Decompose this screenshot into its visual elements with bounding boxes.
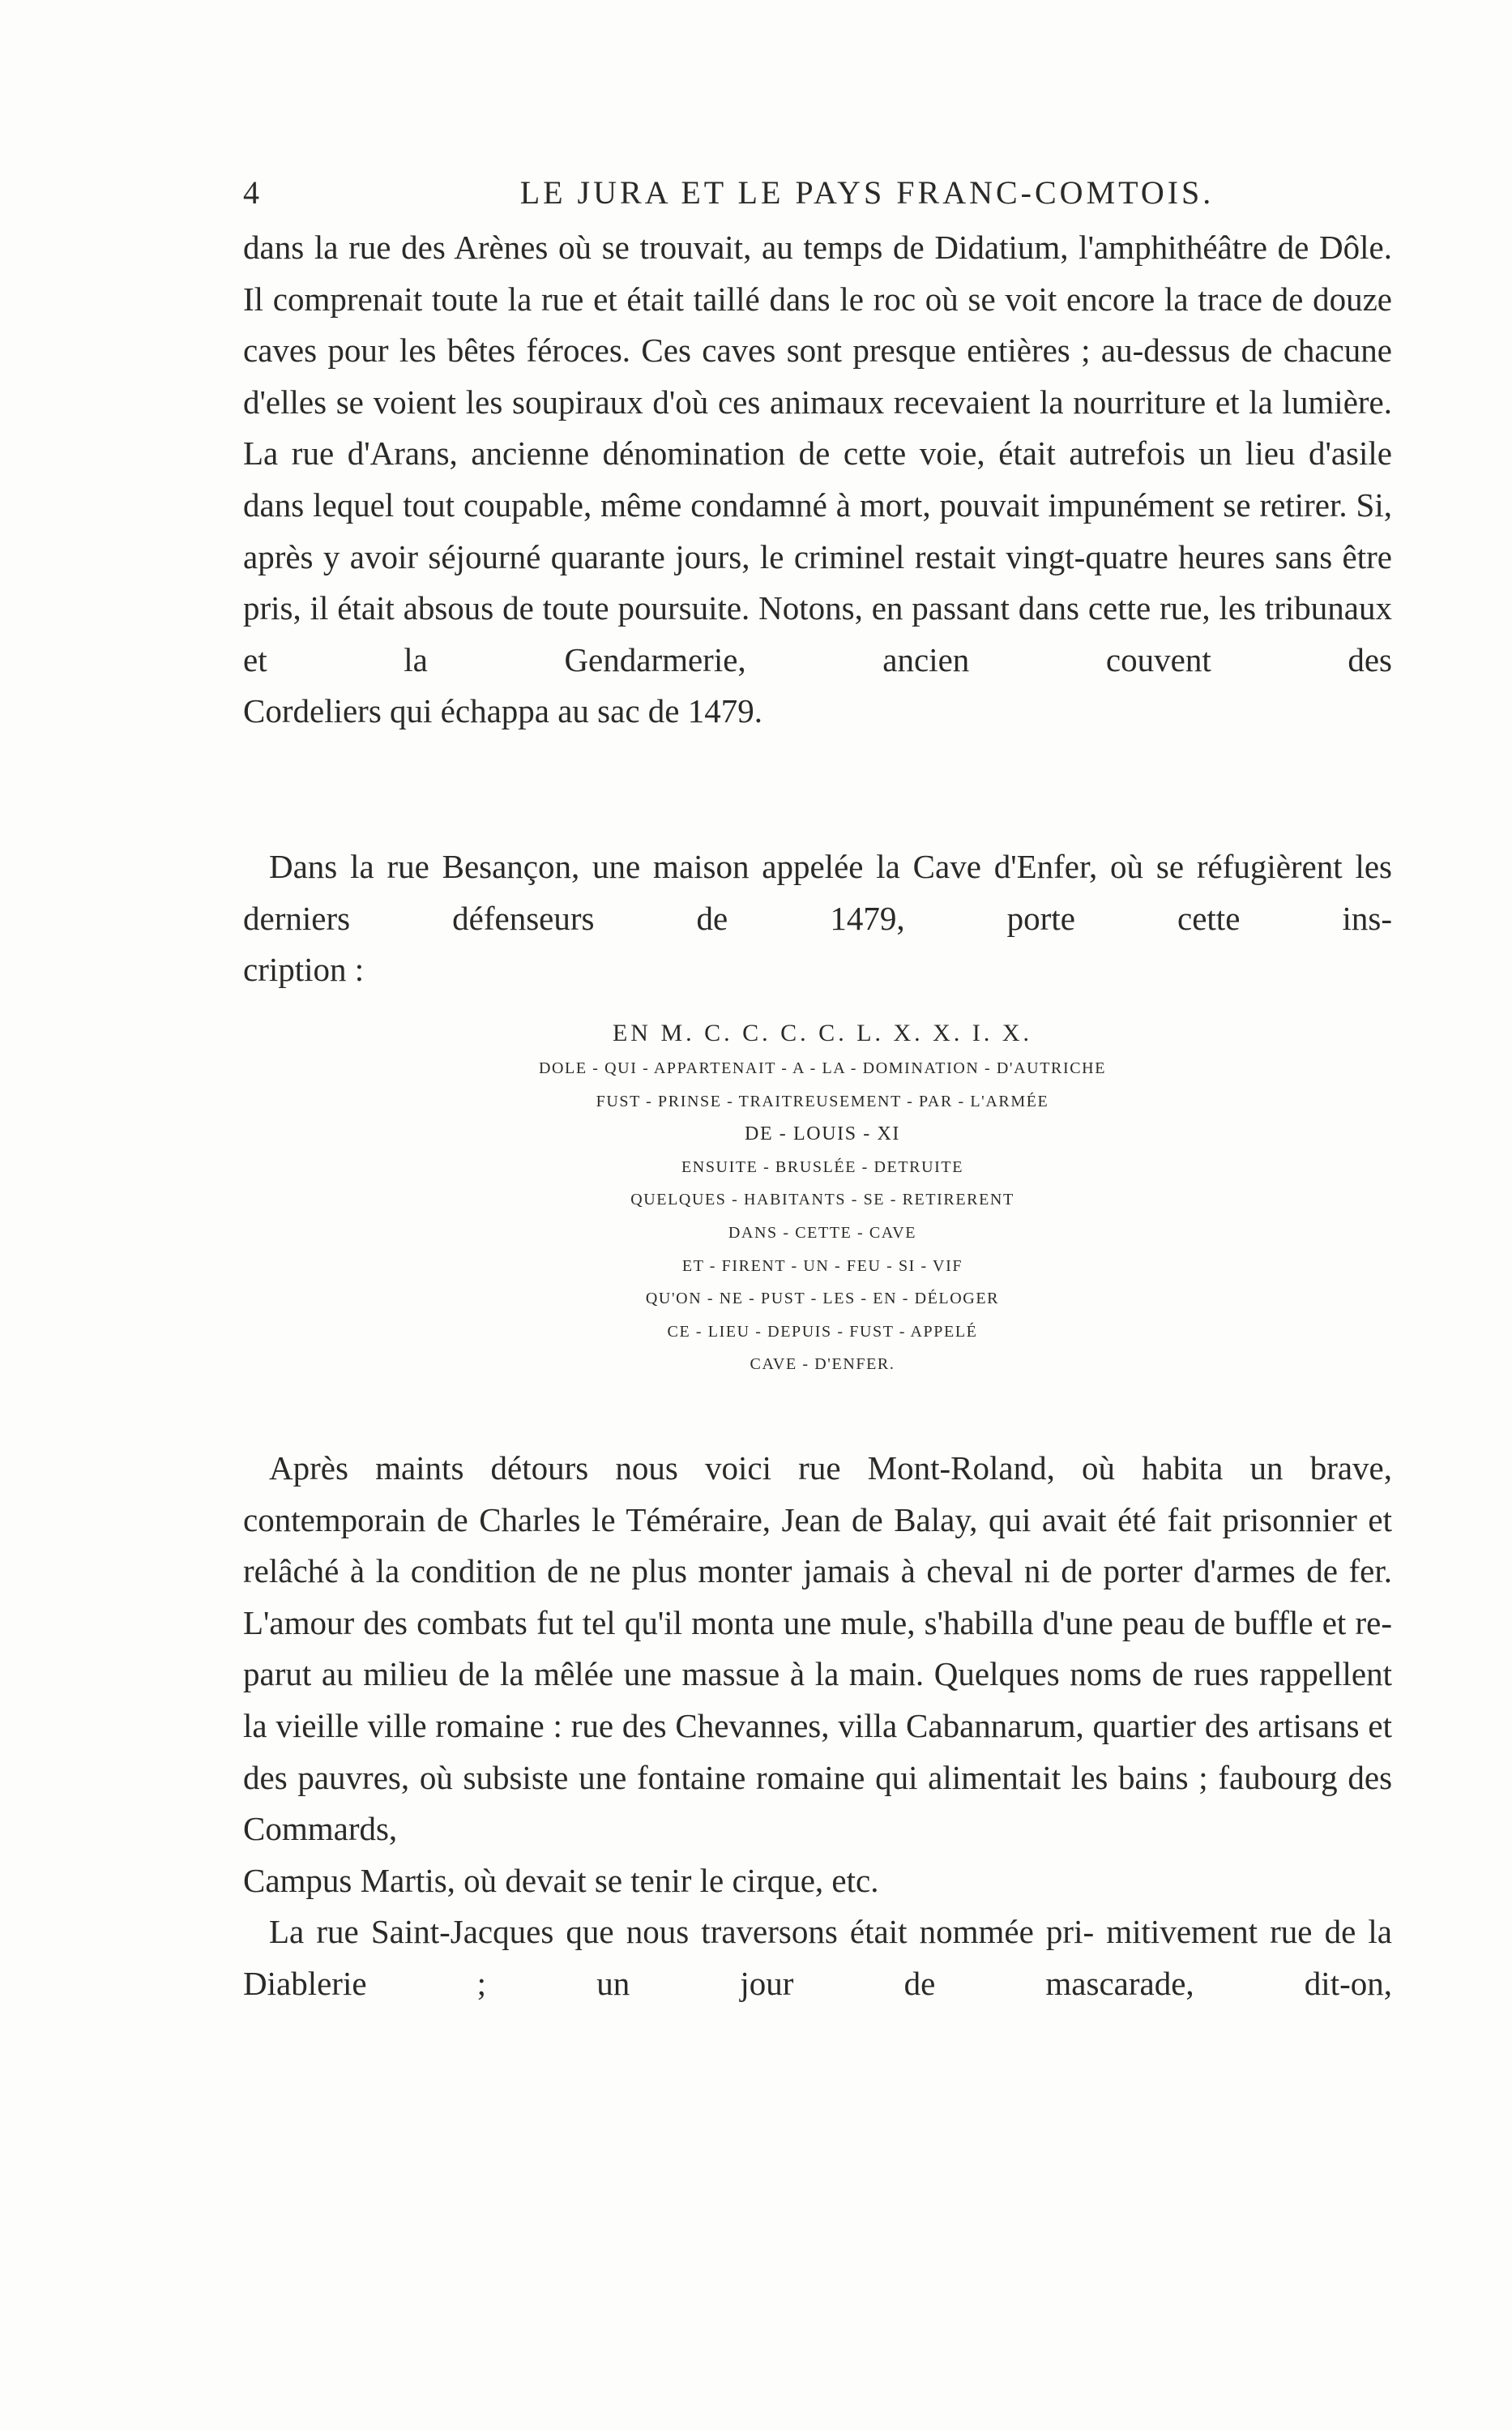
inscription-line: ET - FIRENT - UN - FEU - SI - VIF — [681, 1256, 963, 1275]
text-line: jamais à cheval ni de porter d'armes de fer. L'amour des combats — [243, 1552, 1392, 1641]
text-line: le roc où se voit encore la trace de douze caves pour les bêtes féroces. — [243, 280, 1392, 370]
text-line: Cordeliers qui échappa au sac de 1479. — [243, 692, 762, 730]
text-line: quarante jours, le criminel restait vingt-quatre heures sans être — [550, 537, 1392, 575]
inscription-line: FUST - PRINSE - TRAITREUSEMENT - PAR - L'ARMÉE — [596, 1092, 1049, 1110]
text-line: pris, il était absous de toute poursuite. Notons, en passant dans — [243, 589, 1079, 627]
text-line: dans la rue des Arènes où se trouvait, au temps de Didatium, — [243, 229, 1069, 266]
text-line: fut tel qu'il monta une mule, s'habilla d'une peau de buffle et re- — [536, 1603, 1392, 1641]
inscription-date-line: EN M. C. C. C. C. L. X. X. I. X. — [612, 1020, 1032, 1046]
text-line: Ces caves sont presque entières ; au-dessus de chacune d'elles se — [243, 332, 1392, 421]
paragraph-text — [243, 1443, 1392, 1855]
inscription-line: QU'ON - NE - PUST - LES - EN - DÉLOGER — [645, 1290, 1000, 1308]
text-line: avait été fait prisonnier et relâché à la condition de ne plus monter — [243, 1500, 1393, 1590]
text-line: parut au milieu de la mêlée une massue à la main. Quelques noms — [243, 1655, 1143, 1693]
text-line: Cabannarum, quartier des artisans et des pauvres, où subsiste une — [243, 1706, 1393, 1796]
text-line: l'amphithéâtre de Dôle. Il comprenait toute la rue et était taillé dans — [243, 229, 1393, 318]
page-number: 4 — [243, 174, 260, 211]
text-line: cription : — [243, 951, 365, 989]
text-line: voient les soupiraux d'où ces animaux recevaient la nourriture et la — [373, 383, 1273, 421]
paragraph-last-line — [243, 686, 1392, 738]
text-line: brave, contemporain de Charles le Téméraire, Jean de Balay, qui — [243, 1449, 1393, 1538]
text-line: La rue Saint-Jacques que nous traversons était nommée pri- — [269, 1913, 1095, 1951]
text-line: Dans la rue Besançon, une maison appelée la Cave d'Enfer, où — [269, 848, 1144, 885]
paragraph-saint-jacques — [243, 1906, 1392, 2009]
text-line: Campus Martis, où devait se tenir le cirque, etc. — [243, 1861, 879, 1899]
text-line: fontaine romaine qui alimentait les bains ; faubourg des Commards, — [243, 1758, 1393, 1848]
text-line: lumière. La rue d'Arans, ancienne dénomination de cette voie, était — [243, 383, 1392, 473]
inscription-line: DANS - CETTE - CAVE — [728, 1223, 917, 1242]
paragraph-mont-roland — [243, 1443, 1392, 2010]
running-head — [243, 173, 1394, 222]
text-line: cette rue, les tribunaux et la Gendarmerie, ancien couvent des — [243, 589, 1393, 678]
paragraph-text — [243, 222, 1392, 686]
cave-inscription — [308, 1015, 1337, 1381]
paragraph-arenes — [243, 222, 1392, 738]
inscription-line: DOLE - QUI - APPARTENAIT - A - LA - DOMINATION - D'AUTRICHE — [538, 1059, 1107, 1077]
inscription-line: DE - LOUIS - XI — [745, 1123, 900, 1145]
text-line: Après maints détours nous voici rue Mont-Roland, où habita un — [269, 1449, 1283, 1487]
inscription-line: CE - LIEU - DEPUIS - FUST - APPELÉ — [667, 1322, 978, 1341]
text-line: de rues rappellent la vieille ville romaine : rue des Chevannes, villa — [243, 1655, 1392, 1744]
inscription-line: QUELQUES - HABITANTS - SE - RETIRERENT — [630, 1191, 1014, 1209]
text-line: à mort, pouvait impunément se retirer. Si, après y avoir séjourné — [243, 486, 1392, 575]
text-line: autrefois un lieu d'asile dans lequel tout coupable, même condamné — [243, 434, 1392, 524]
paragraph-text — [243, 841, 1392, 944]
paragraph-last-line — [243, 944, 1392, 996]
inscription-line: ENSUITE - BRUSLÉE - DETRUITE — [681, 1157, 964, 1176]
text-line: se réfugièrent les derniers défenseurs de 1479, porte cette ins- — [243, 848, 1392, 937]
paragraph-besancon — [243, 841, 1392, 996]
inscription-line: CAVE - D'ENFER. — [750, 1355, 895, 1374]
text-line: mitivement rue de la Diablerie ; un jour de mascarade, dit-on, — [243, 1913, 1392, 2002]
running-title: LE JURA ET LE PAYS FRANC-COMTOIS. — [519, 174, 1215, 211]
paragraph-last-line — [243, 1855, 1392, 1907]
